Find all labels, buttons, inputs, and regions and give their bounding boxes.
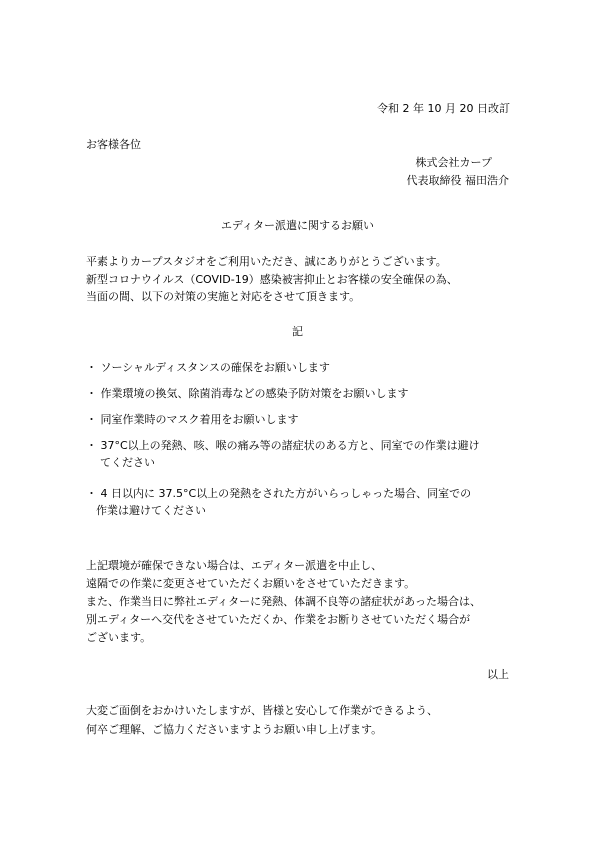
list-item bbox=[86, 359, 330, 376]
addressee: お客様各位 bbox=[86, 138, 141, 151]
intro-line: 当面の間、以下の対策の実施と対応をさせて頂きます。 bbox=[86, 290, 361, 303]
list-item-text: ・ 4 日以内に 37.5°C以上の発熱をされた方がいらっしゃった場合、同室での bbox=[86, 487, 472, 500]
list-item-text: 作業は避けてください bbox=[96, 504, 206, 517]
notice-line: また、作業当日に弊社エディターに発熱、体調不良等の諸症状があった場合は、 bbox=[86, 595, 482, 608]
notice-line: 上記環境が確保できない場合は、エディター派遣を中止し、 bbox=[86, 559, 383, 572]
notice-paragraph bbox=[86, 557, 481, 647]
closing-line: 何卒ご理解、ご協力くださいますようお願い申し上げます。 bbox=[86, 722, 383, 736]
document-date: 令和 2 年 10 月 20 日改訂 bbox=[377, 102, 510, 115]
company-name: 株式会社カープ bbox=[415, 156, 492, 169]
list-item-text: てください bbox=[100, 456, 155, 469]
list-item bbox=[86, 485, 471, 519]
document-title: エディター派遣に関するお願い bbox=[220, 219, 375, 232]
signer: 代表取締役 福田浩介 bbox=[406, 174, 509, 187]
intro-line: 平素よりカープスタジオをご利用いただき、誠にありがとうございます。 bbox=[86, 255, 447, 268]
ijo-closing-mark: 以上 bbox=[487, 668, 509, 681]
list-item bbox=[86, 385, 409, 402]
list-item-text: ・ 作業環境の換気、除菌消毒などの感染予防対策をお願いします bbox=[86, 387, 409, 400]
list-item bbox=[86, 411, 299, 428]
closing-paragraph bbox=[86, 702, 438, 739]
list-item-text: ・ 同室作業時のマスク着用をお願いします bbox=[86, 413, 299, 426]
intro-line: 新型コロナウイルス（COVID-19）感染被害抑止とお客様の安全確保の為、 bbox=[86, 272, 458, 286]
ki-heading: 記 bbox=[292, 325, 303, 338]
closing-line: 大変ご面倒をおかけいたしますが、皆様と安心して作業ができるよう、 bbox=[86, 704, 438, 717]
intro-paragraph bbox=[86, 253, 458, 306]
list-item-text: ・ ソーシャルディスタンスの確保をお願いします bbox=[86, 361, 330, 374]
notice-line: 遠隔での作業に変更させていただくお願いをさせていただきます。 bbox=[86, 577, 416, 590]
list-item bbox=[86, 437, 480, 471]
notice-line: ございます。 bbox=[86, 631, 152, 644]
list-item-text: ・ 37°C以上の発熱、咳、喉の痛み等の諸症状のある方と、同室での作業は避け bbox=[86, 439, 480, 452]
notice-line: 別エディターへ交代をさせていただくか、作業をお断りさせていただく場合が bbox=[86, 613, 471, 626]
